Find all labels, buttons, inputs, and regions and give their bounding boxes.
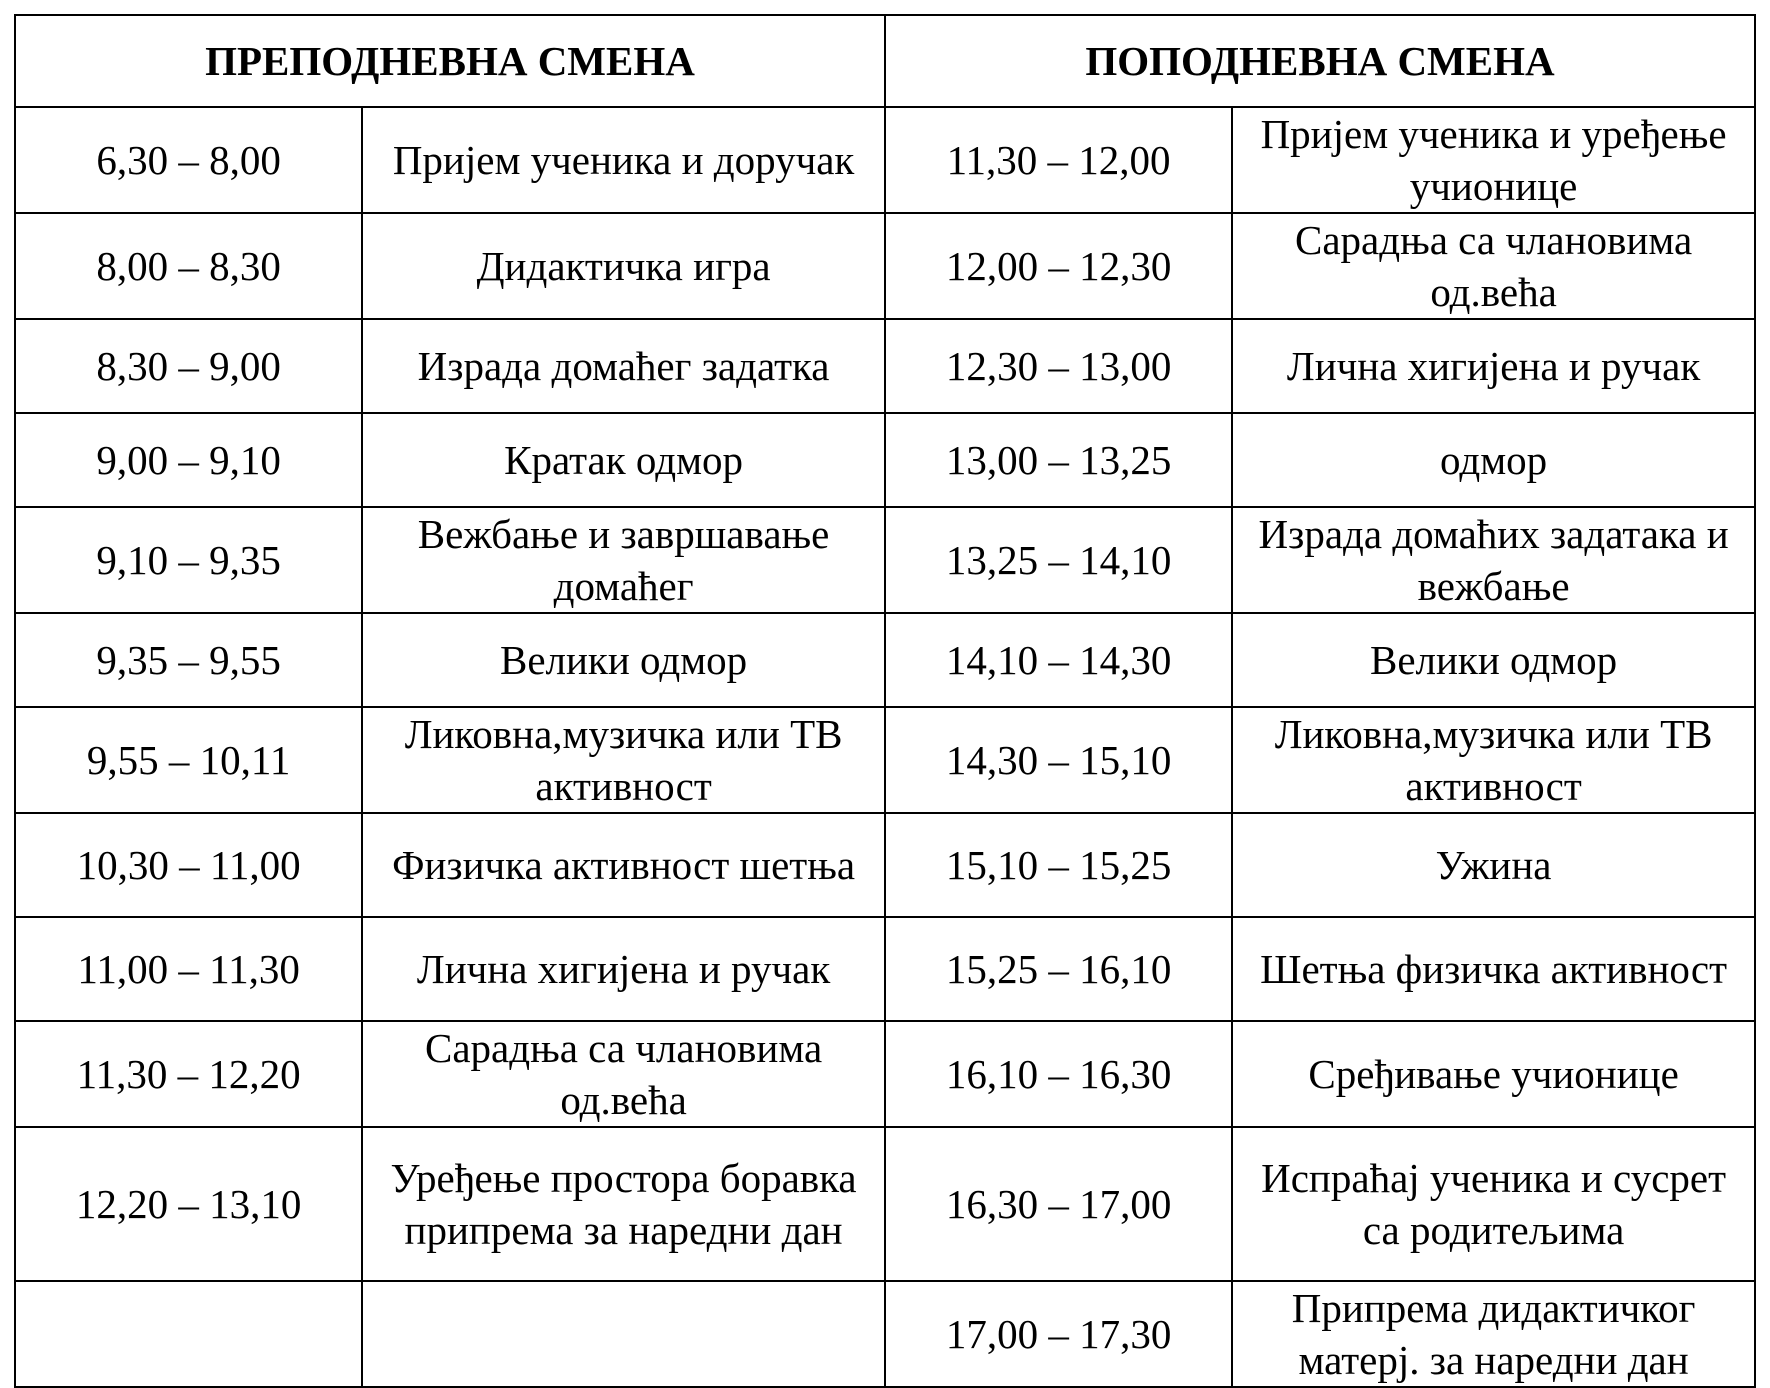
afternoon-activity-cell: Лична хигијена и ручак: [1232, 319, 1755, 413]
morning-activity-cell: Вежбање и завршавање домаћег: [362, 507, 885, 613]
morning-activity-cell: Ликовна,музичка или ТВ активност: [362, 707, 885, 813]
morning-time-cell: [15, 1281, 362, 1387]
morning-activity-cell: Физичка активност шетња: [362, 813, 885, 917]
schedule-table: [14, 14, 1756, 1388]
table-row: [15, 507, 1755, 613]
table-row: [15, 107, 1755, 213]
afternoon-activity-cell: Велики одмор: [1232, 613, 1755, 707]
afternoon-activity-cell: Пријем ученика и уређење учионице: [1232, 107, 1755, 213]
table-row: [15, 1281, 1755, 1387]
morning-activity-cell: Пријем ученика и доручак: [362, 107, 885, 213]
table-row: [15, 413, 1755, 507]
morning-time-cell: 9,55 – 10,11: [15, 707, 362, 813]
morning-time-cell: 8,30 – 9,00: [15, 319, 362, 413]
afternoon-activity-cell: Припрема дидактичког матерј. за наредни дан: [1232, 1281, 1755, 1387]
morning-activity-cell: Сарадња са члановима од.већа: [362, 1021, 885, 1127]
morning-time-cell: 9,35 – 9,55: [15, 613, 362, 707]
afternoon-time-cell: 15,10 – 15,25: [885, 813, 1232, 917]
afternoon-time-cell: 14,10 – 14,30: [885, 613, 1232, 707]
afternoon-activity-cell: Сарадња са члановима од.већа: [1232, 213, 1755, 319]
table-row: [15, 613, 1755, 707]
afternoon-time-cell: 12,00 – 12,30: [885, 213, 1232, 319]
morning-activity-cell: Уређење простора боравка припрема за наредни дан: [362, 1127, 885, 1281]
table-row: [15, 813, 1755, 917]
morning-time-cell: 10,30 – 11,00: [15, 813, 362, 917]
morning-time-cell: 8,00 – 8,30: [15, 213, 362, 319]
afternoon-activity-cell: Израда домаћих задатака и вежбање: [1232, 507, 1755, 613]
afternoon-shift-header: ПОПОДНЕВНА СМЕНА: [885, 15, 1755, 107]
morning-activity-cell: Велики одмор: [362, 613, 885, 707]
table-row: [15, 917, 1755, 1021]
morning-shift-header: ПРЕПОДНЕВНА СМЕНА: [15, 15, 885, 107]
afternoon-time-cell: 12,30 – 13,00: [885, 319, 1232, 413]
afternoon-time-cell: 13,00 – 13,25: [885, 413, 1232, 507]
afternoon-activity-cell: одмор: [1232, 413, 1755, 507]
afternoon-time-cell: 14,30 – 15,10: [885, 707, 1232, 813]
afternoon-activity-cell: Ликовна,музичка или ТВ активност: [1232, 707, 1755, 813]
table-row: [15, 213, 1755, 319]
morning-activity-cell: Дидактичка игра: [362, 213, 885, 319]
afternoon-time-cell: 13,25 – 14,10: [885, 507, 1232, 613]
afternoon-time-cell: 17,00 – 17,30: [885, 1281, 1232, 1387]
afternoon-activity-cell: Ужина: [1232, 813, 1755, 917]
afternoon-time-cell: 11,30 – 12,00: [885, 107, 1232, 213]
morning-activity-cell: Кратак одмор: [362, 413, 885, 507]
morning-activity-cell: Лична хигијена и ручак: [362, 917, 885, 1021]
table-row: [15, 1021, 1755, 1127]
morning-time-cell: 9,10 – 9,35: [15, 507, 362, 613]
afternoon-time-cell: 16,30 – 17,00: [885, 1127, 1232, 1281]
morning-time-cell: 9,00 – 9,10: [15, 413, 362, 507]
table-row: [15, 707, 1755, 813]
morning-time-cell: 6,30 – 8,00: [15, 107, 362, 213]
afternoon-time-cell: 16,10 – 16,30: [885, 1021, 1232, 1127]
afternoon-activity-cell: Сређивање учионице: [1232, 1021, 1755, 1127]
morning-time-cell: 11,00 – 11,30: [15, 917, 362, 1021]
afternoon-activity-cell: Испраћај ученика и сусрет са родитељима: [1232, 1127, 1755, 1281]
table-row: [15, 1127, 1755, 1281]
afternoon-activity-cell: Шетња физичка активност: [1232, 917, 1755, 1021]
afternoon-time-cell: 15,25 – 16,10: [885, 917, 1232, 1021]
header-row: [15, 15, 1755, 107]
morning-time-cell: 12,20 – 13,10: [15, 1127, 362, 1281]
morning-activity-cell: [362, 1281, 885, 1387]
morning-activity-cell: Израда домаћег задатка: [362, 319, 885, 413]
table-row: [15, 319, 1755, 413]
morning-time-cell: 11,30 – 12,20: [15, 1021, 362, 1127]
